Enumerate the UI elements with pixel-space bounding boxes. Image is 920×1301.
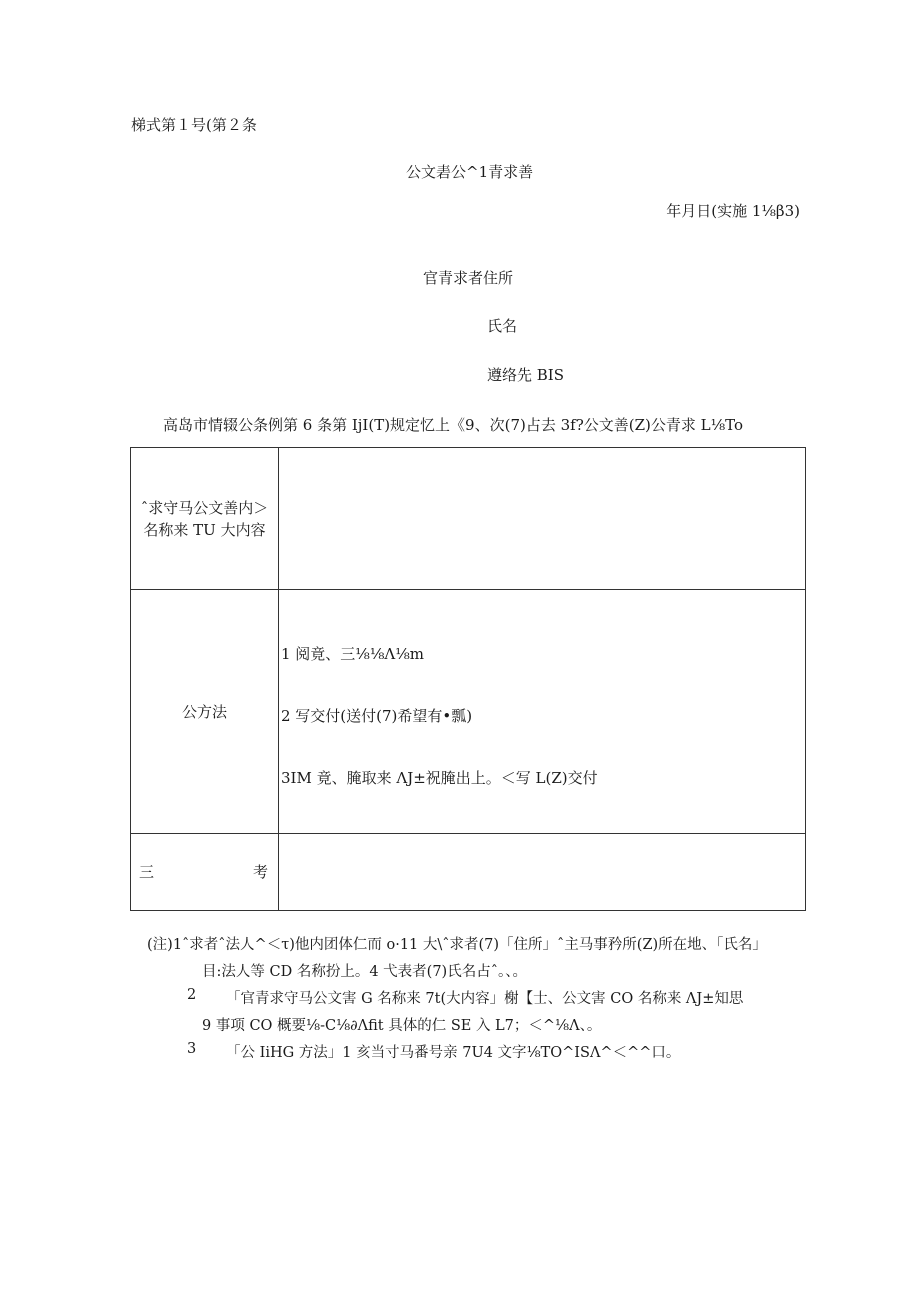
document-title: 公文砉公^1青求善 xyxy=(406,163,534,181)
note-line-1: (注)1ˆ求者ˆ法人^＜τ)他内团体仁而 o·11 大\ˆ求者(7)「住所」ˆ主马事矜所(Z)所在地、「氏名」 xyxy=(147,937,767,953)
table-row-remarks xyxy=(131,834,806,911)
applicant-contact-label: 遵络先 BIS xyxy=(487,366,564,384)
method-option-1[interactable]: 1 阅竟、三⅛⅛Λ⅛m xyxy=(281,645,424,663)
remarks-label-left: 三 xyxy=(139,863,155,881)
document-name-field[interactable] xyxy=(279,448,806,590)
document-name-label-line1: ˆ求守马公文善内＞ xyxy=(140,498,269,517)
intro-text: 高岛市情辍公条例第 6 条第 IjI(T)规定忆上《9、次(7)占去 3f?公文善(Z)公青求 L⅛To xyxy=(163,416,744,434)
applicant-name-label: 氏名 xyxy=(487,317,518,335)
document-name-label-line2: 名称来 TU 大内容 xyxy=(143,520,266,539)
table-row-document-name xyxy=(131,448,806,590)
note-line-3: 「官青求守马公文害 G 名称来 7t(大内容」榭【士、公文害 CO 名称来 ΛJ±知思 xyxy=(226,991,744,1007)
note-number-3: 3 xyxy=(187,1041,197,1057)
method-option-2[interactable]: 2 写交付(送付(7)希望有•瓢) xyxy=(281,707,473,725)
note-line-4: 9 事项 CO 概要⅛-C⅛∂Λfit 具体的仁 SE 入 L7；＜^⅛Λ、。 xyxy=(202,1018,602,1034)
applicant-address-label: 官青求者住所 xyxy=(423,269,514,287)
note-line-5: 「公 IiHG 方法」1 亥当寸马番号亲 7U4 文字⅛TO^ISΛ^＜^^口。 xyxy=(226,1045,681,1061)
document-name-label xyxy=(131,448,279,590)
note-number-2: 2 xyxy=(187,987,197,1003)
remarks-field[interactable] xyxy=(279,834,806,911)
disclosure-method-label: 公方法 xyxy=(131,590,279,834)
remarks-label-right: 考 xyxy=(252,863,268,881)
method-option-3[interactable]: 3IM 竟、腌取来 ΛJ±祝腌出上。＜写 L(Z)交付 xyxy=(281,769,598,787)
request-form-table xyxy=(130,447,806,911)
note-line-2: 目:法人等 CD 名称扮上。4 弋表者(7)氏名占ˆ。、。 xyxy=(202,964,527,980)
disclosure-method-options xyxy=(279,590,806,834)
table-row-disclosure-method xyxy=(131,590,806,834)
remarks-label xyxy=(131,834,279,911)
form-number: 梯式第１号(第２条 xyxy=(131,116,257,134)
document-date: 年月日(实施 1⅛β3) xyxy=(666,202,800,220)
